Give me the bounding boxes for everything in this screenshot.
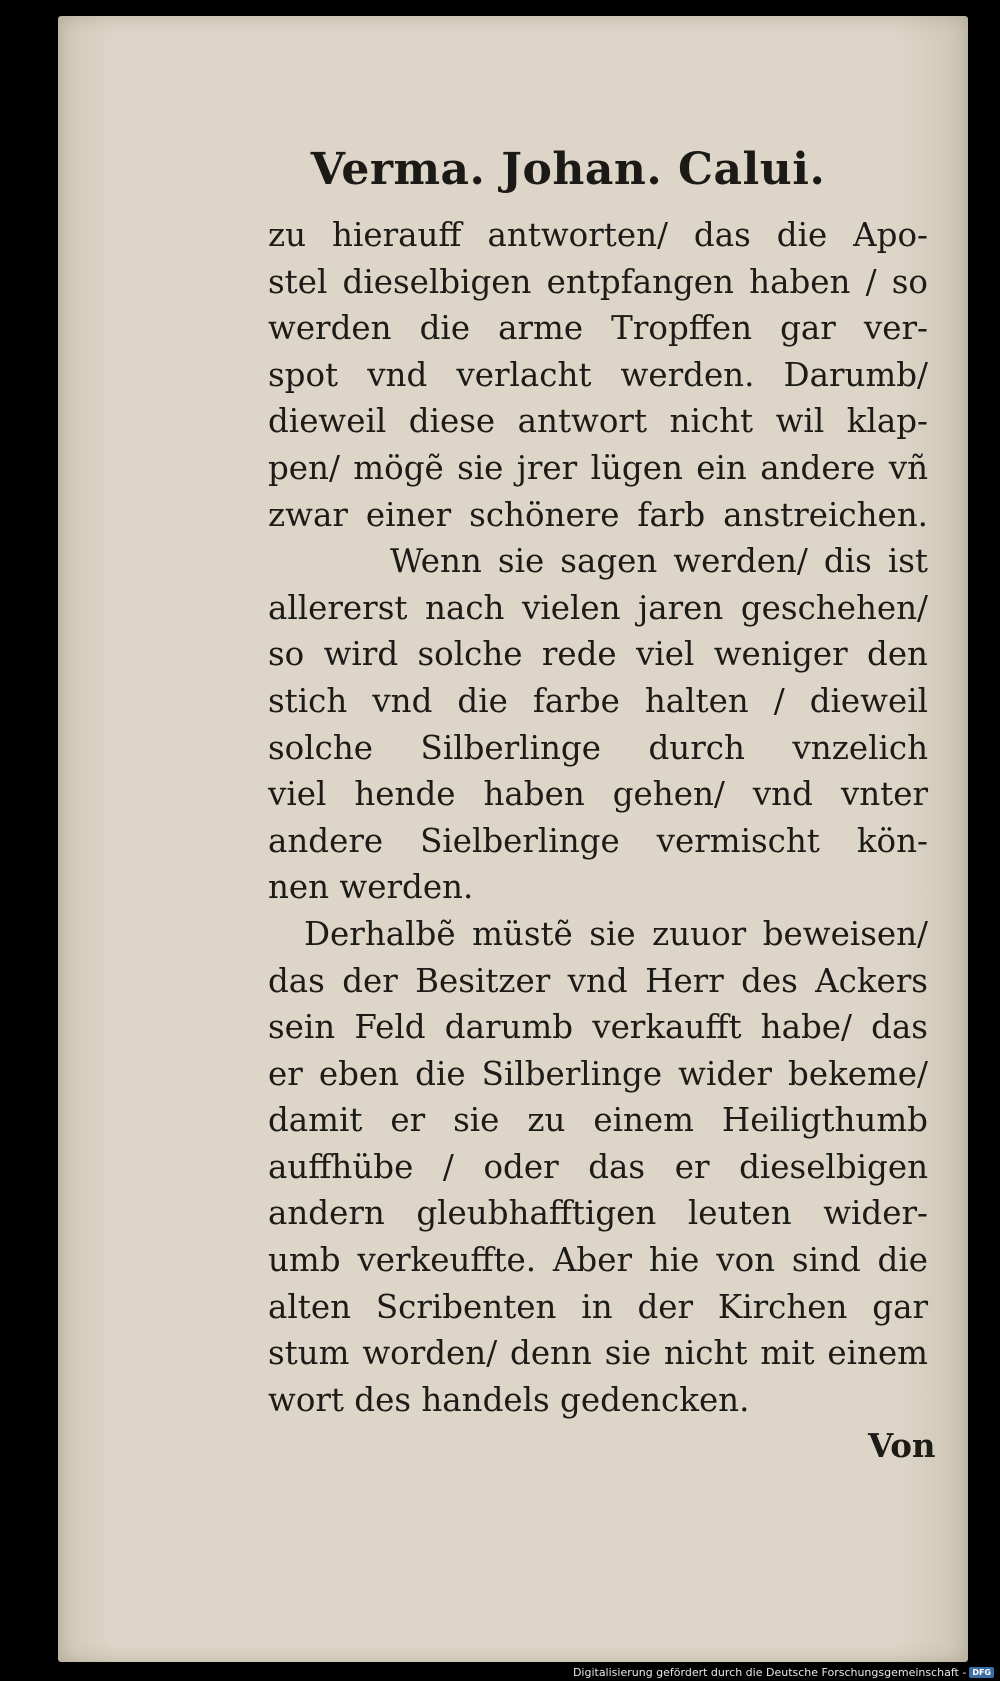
- text-line: so wird solche rede viel weniger den: [268, 635, 928, 674]
- running-head: Verma. Johan. Calui.: [310, 144, 826, 195]
- text-line: zwar einer schönere farb anstreichen.: [268, 495, 928, 534]
- text-line: solche Silberlinge durch vnzelich: [268, 728, 928, 767]
- text-line: stum worden/ denn sie nicht mit einem: [268, 1334, 928, 1373]
- text-line: dieweil diese antwort nicht wil klap-: [268, 402, 928, 441]
- text-line: spot vnd verlacht werden. Darumb/: [268, 355, 928, 394]
- text-line: nen werden.: [268, 868, 474, 907]
- credit-text: Digitalisierung gefördert durch die Deutsche Forschungsgemeinschaft -: [572, 1666, 967, 1679]
- text-line: das der Besitzer vnd Herr des Ackers: [268, 961, 928, 1000]
- catchword: Von: [868, 1426, 936, 1465]
- text-line: Derhalbẽ müstẽ sie zuuor beweisen/: [304, 914, 928, 953]
- text-line: andern gleubhafftigen leuten wider-: [268, 1194, 928, 1233]
- text-line: wort des handels gedencken.: [268, 1380, 750, 1419]
- book-page: [58, 16, 968, 1662]
- text-line: pen/ mögẽ sie jrer lügen ein andere vñ: [268, 448, 928, 487]
- text-line: stel dieselbigen entpfangen haben / so: [268, 262, 928, 301]
- text-line: Wenn sie sagen werden/ dis ist: [390, 542, 928, 581]
- paragraph-1: [268, 212, 928, 538]
- text-line: viel hende haben gehen/ vnd vnter: [268, 775, 928, 814]
- paragraph-2: [268, 538, 928, 911]
- text-line: umb verkeuffte. Aber hie von sind die: [268, 1241, 928, 1280]
- text-line: damit er sie zu einem Heiligthumb: [268, 1101, 928, 1140]
- text-line: er eben die Silberlinge wider bekeme/: [268, 1054, 928, 1093]
- paragraph-3: [268, 911, 928, 1424]
- text-line: alten Scribenten in der Kirchen gar: [268, 1287, 928, 1326]
- text-line: stich vnd die farbe halten / dieweil: [268, 681, 928, 720]
- text-line: allererst nach vielen jaren geschehen/: [268, 588, 928, 627]
- text-line: zu hierauff antworten/ das die Apo-: [268, 216, 928, 254]
- text-line: auffhübe / oder das er dieselbigen: [268, 1147, 928, 1186]
- text-line: werden die arme Tropffen gar ver-: [268, 309, 928, 348]
- digitization-credit: [573, 1666, 994, 1679]
- text-line: andere Sielberlinge vermischt kön-: [268, 821, 928, 860]
- text-line: sein Feld darumb verkaufft habe/ das: [268, 1008, 928, 1047]
- dfg-logo: DFG: [969, 1667, 994, 1678]
- body-text: [268, 212, 928, 1423]
